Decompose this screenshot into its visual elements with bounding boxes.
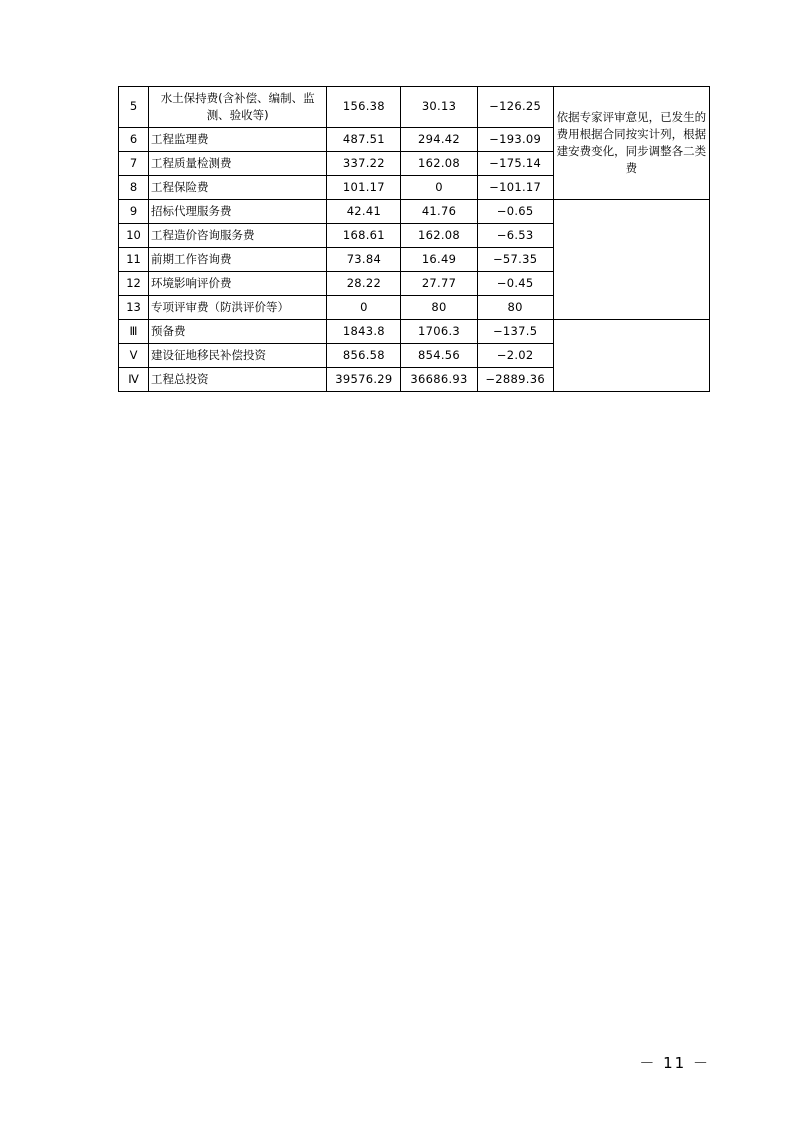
row-index: 8 [119, 176, 149, 200]
row-difference-value: −0.45 [477, 272, 553, 296]
row-difference-value: −126.25 [477, 87, 553, 128]
cost-comparison-table [118, 86, 710, 392]
row-index: 12 [119, 272, 149, 296]
row-current-value: 162.08 [401, 152, 477, 176]
row-original-value: 101.17 [327, 176, 401, 200]
row-current-value: 854.56 [401, 344, 477, 368]
row-difference-value: −2.02 [477, 344, 553, 368]
row-index: 11 [119, 248, 149, 272]
cost-comparison-table-wrapper [118, 86, 710, 392]
row-index: 5 [119, 87, 149, 128]
row-original-value: 1843.8 [327, 320, 401, 344]
row-difference-value: 80 [477, 296, 553, 320]
row-index: Ⅳ [119, 368, 149, 392]
row-original-value: 73.84 [327, 248, 401, 272]
table-body [119, 87, 710, 392]
row-original-value: 156.38 [327, 87, 401, 128]
row-original-value: 0 [327, 296, 401, 320]
row-item-name: 环境影响评价费 [149, 272, 327, 296]
row-difference-value: −2889.36 [477, 368, 553, 392]
row-difference-value: −57.35 [477, 248, 553, 272]
row-difference-value: −6.53 [477, 224, 553, 248]
row-index: 6 [119, 128, 149, 152]
row-difference-value: −193.09 [477, 128, 553, 152]
row-item-name: 工程造价咨询服务费 [149, 224, 327, 248]
row-current-value: 36686.93 [401, 368, 477, 392]
row-current-value: 0 [401, 176, 477, 200]
table-row [119, 87, 710, 128]
row-item-name: 预备费 [149, 320, 327, 344]
row-difference-value: −0.65 [477, 200, 553, 224]
row-remark-empty [553, 320, 709, 392]
row-current-value: 294.42 [401, 128, 477, 152]
row-original-value: 337.22 [327, 152, 401, 176]
row-item-name: 建设征地移民补偿投资 [149, 344, 327, 368]
table-row [119, 320, 710, 344]
row-original-value: 39576.29 [327, 368, 401, 392]
row-current-value: 162.08 [401, 224, 477, 248]
row-original-value: 28.22 [327, 272, 401, 296]
row-original-value: 168.61 [327, 224, 401, 248]
row-difference-value: −101.17 [477, 176, 553, 200]
page-number: － 11 － [639, 1054, 710, 1072]
row-item-name: 工程保险费 [149, 176, 327, 200]
row-index: Ⅴ [119, 344, 149, 368]
row-current-value: 80 [401, 296, 477, 320]
row-current-value: 1706.3 [401, 320, 477, 344]
row-item-name: 工程总投资 [149, 368, 327, 392]
row-index: Ⅲ [119, 320, 149, 344]
row-index: 13 [119, 296, 149, 320]
row-index: 9 [119, 200, 149, 224]
row-original-value: 42.41 [327, 200, 401, 224]
row-difference-value: −175.14 [477, 152, 553, 176]
row-index: 7 [119, 152, 149, 176]
table-row [119, 200, 710, 224]
row-item-name: 工程质量检测费 [149, 152, 327, 176]
row-original-value: 856.58 [327, 344, 401, 368]
row-current-value: 30.13 [401, 87, 477, 128]
row-current-value: 16.49 [401, 248, 477, 272]
row-item-name: 工程监理费 [149, 128, 327, 152]
row-current-value: 27.77 [401, 272, 477, 296]
row-item-name: 水土保持费(含补偿、编制、监测、验收等) [149, 87, 327, 128]
row-item-name: 招标代理服务费 [149, 200, 327, 224]
row-remark: 依据专家评审意见，已发生的费用根据合同按实计列，根据建安费变化，同步调整各二类费 [553, 87, 709, 200]
row-difference-value: −137.5 [477, 320, 553, 344]
row-current-value: 41.76 [401, 200, 477, 224]
row-original-value: 487.51 [327, 128, 401, 152]
row-index: 10 [119, 224, 149, 248]
row-item-name: 专项评审费（防洪评价等） [149, 296, 327, 320]
row-item-name: 前期工作咨询费 [149, 248, 327, 272]
row-remark-empty [553, 200, 709, 320]
